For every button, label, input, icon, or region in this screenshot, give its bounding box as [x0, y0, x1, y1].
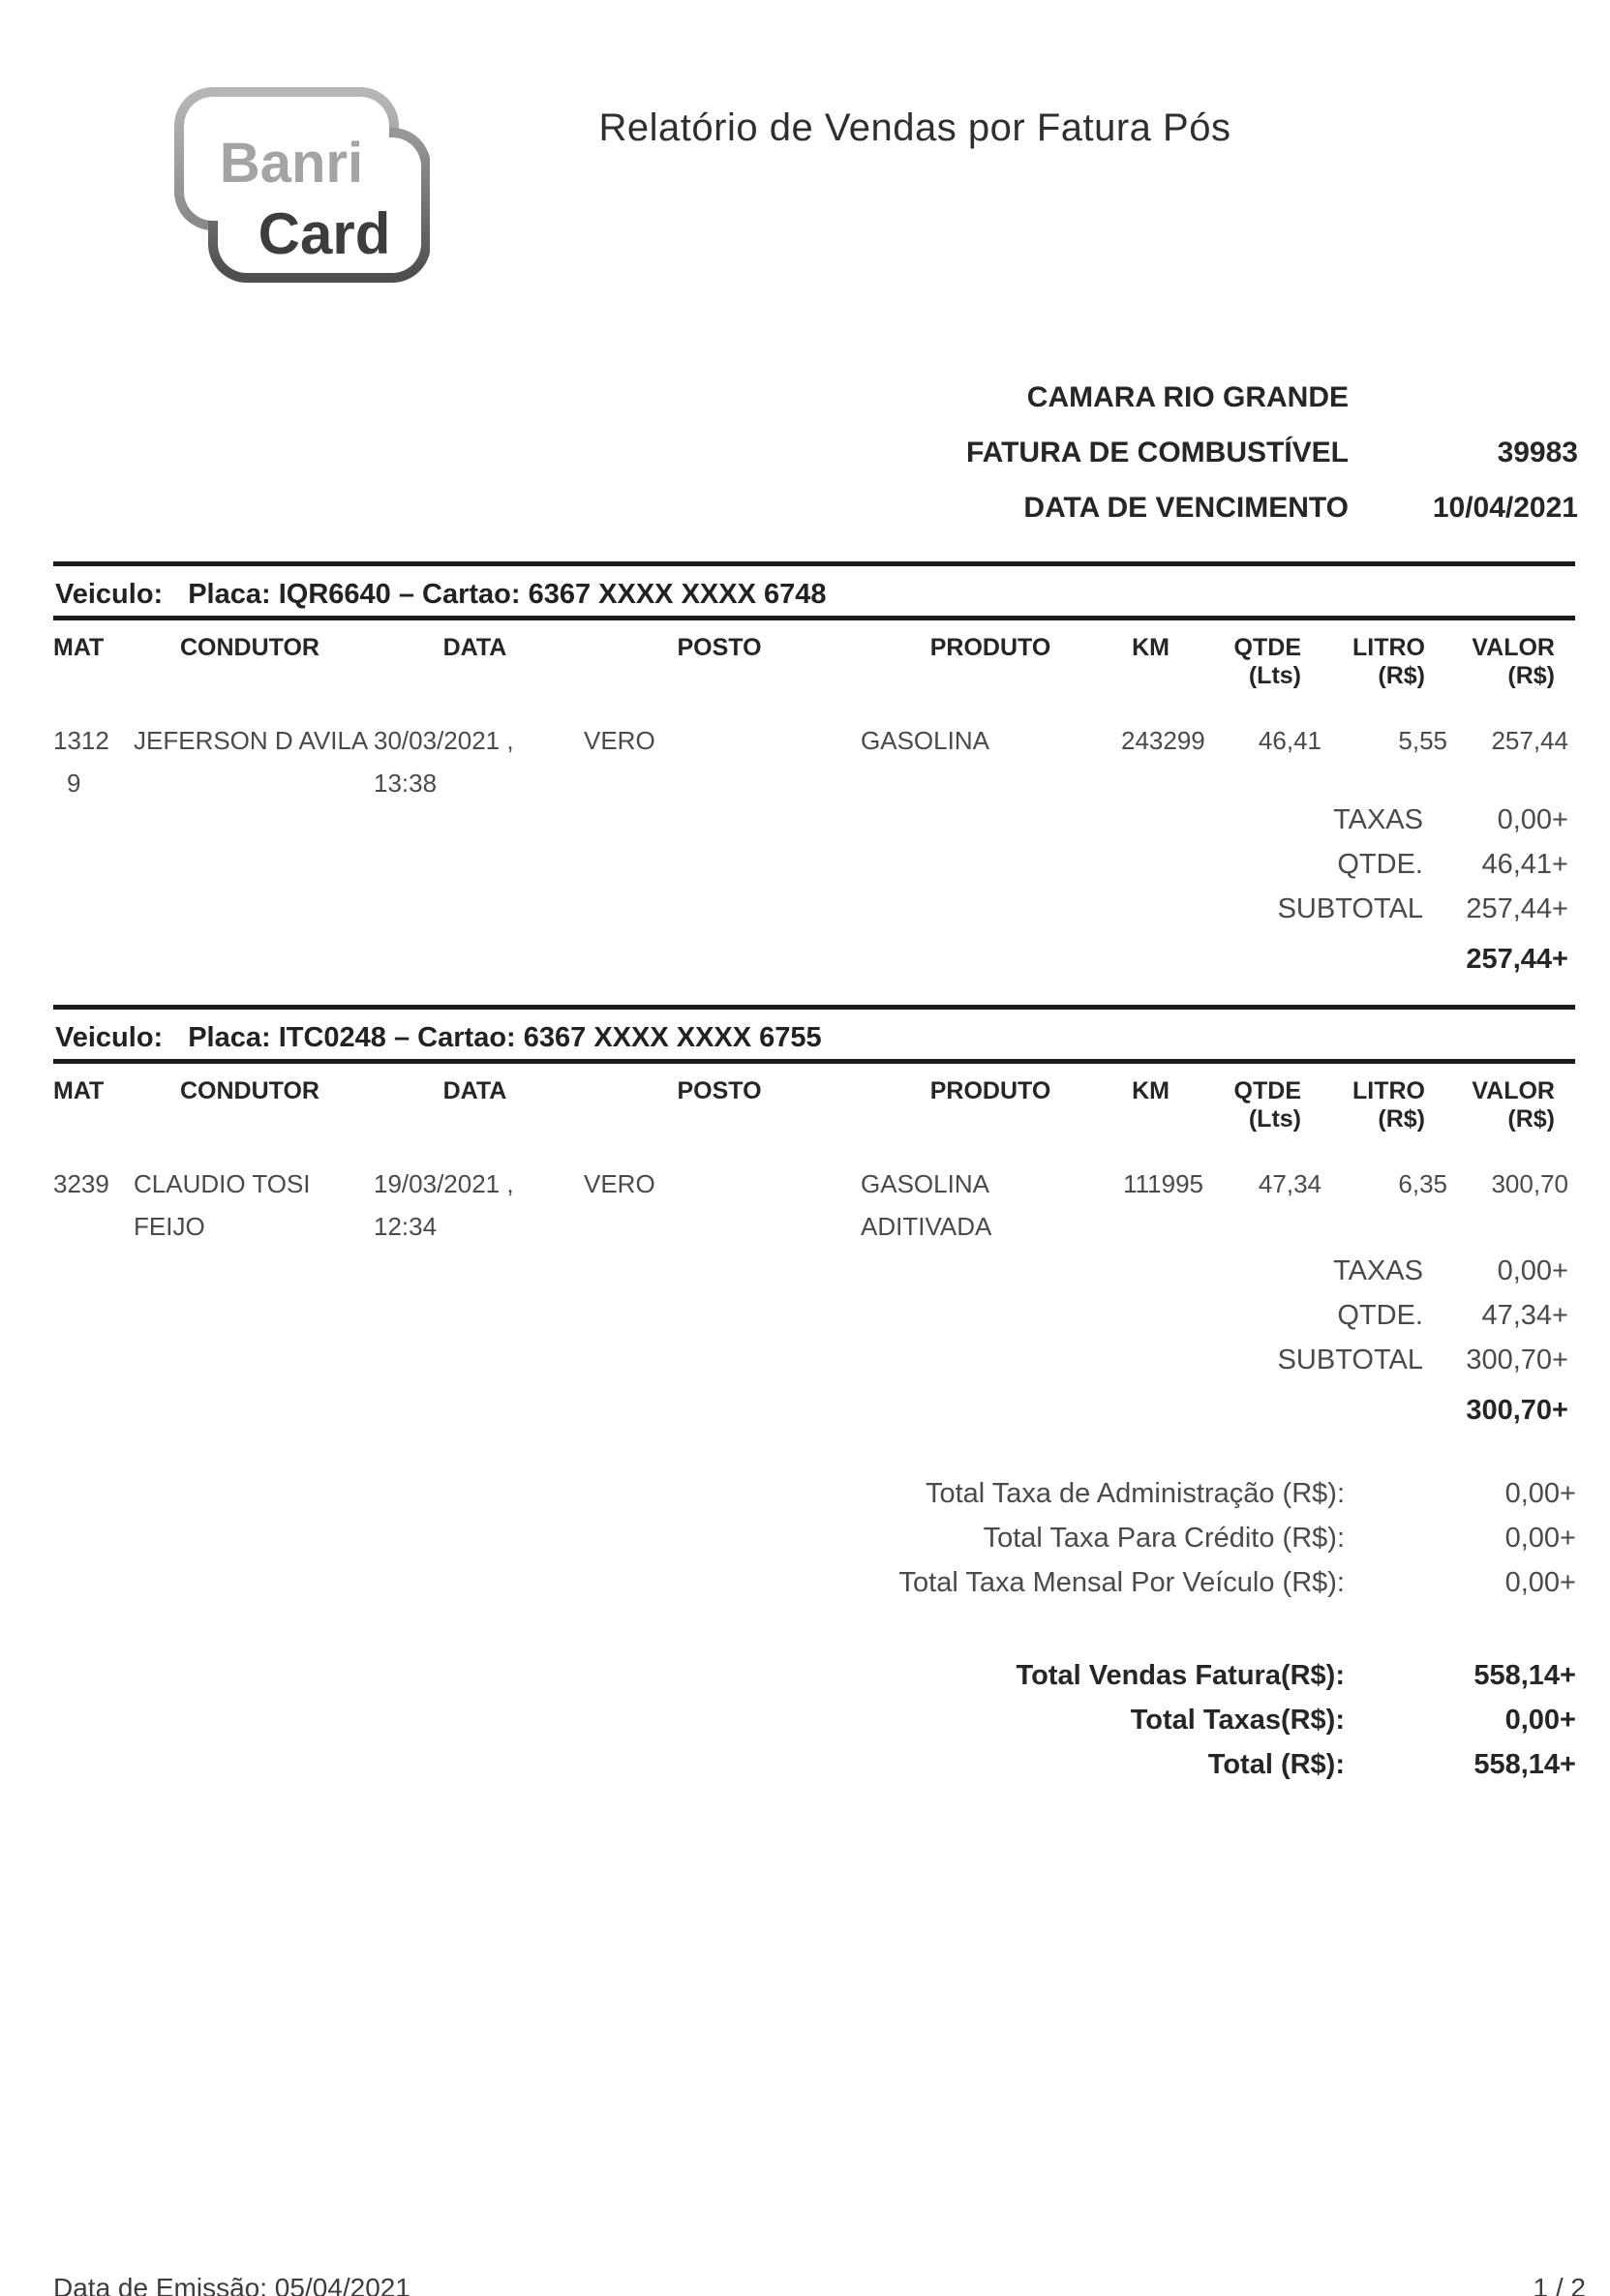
vehicle-label: Veiculo: — [55, 1022, 164, 1053]
col-km: KM — [1132, 1077, 1170, 1104]
taxas-row — [1278, 798, 1568, 842]
vehicle-section-1 — [53, 561, 1575, 804]
total-vendas-value: 558,14+ — [1473, 1660, 1576, 1691]
cell-data: 30/03/2021 , 13:38 — [374, 726, 514, 798]
taxas-row — [1278, 1249, 1568, 1293]
total-row — [899, 1560, 1576, 1605]
col-posto: POSTO — [677, 1077, 762, 1104]
col-mat: MAT — [53, 1077, 105, 1104]
taxas-value: 0,00+ — [1497, 1255, 1568, 1286]
section-rule — [53, 616, 1575, 620]
invoice-header — [842, 370, 1578, 535]
col-data: DATA — [442, 634, 507, 661]
col-produto: PRODUTO — [929, 634, 1051, 661]
total-credito-value: 0,00+ — [1504, 1523, 1576, 1554]
total-geral-value: 558,14+ — [1473, 1749, 1576, 1780]
col-condutor: CONDUTOR — [180, 1077, 319, 1104]
invoice-number: 39983 — [1497, 437, 1578, 468]
page-number: 1 / 2 — [1533, 2273, 1586, 2296]
qtde-row — [1278, 842, 1568, 887]
report-title: Relatório de Vendas por Fatura Pós — [598, 106, 1231, 149]
banricard-logo — [174, 87, 430, 283]
tax-totals — [899, 1471, 1576, 1605]
vehicle-info: Placa: ITC0248 – Cartao: 6367 XXXX XXXX 6755 — [188, 1022, 822, 1053]
table-row — [53, 1163, 1575, 1248]
total-row — [1017, 1742, 1576, 1787]
cell-km: 243299 — [1121, 726, 1205, 755]
total-mensal-value: 0,00+ — [1504, 1567, 1576, 1598]
table-subheader-row — [53, 1104, 1575, 1133]
table-header-row — [53, 634, 1575, 661]
total-mensal-label: Total Taxa Mensal Por Veículo (R$): — [898, 1567, 1345, 1598]
qtde-value: 46,41+ — [1481, 849, 1568, 880]
invoice-label: FATURA DE COMBUSTÍVEL — [966, 437, 1349, 468]
page-footer — [53, 2273, 1586, 2296]
total-geral-label: Total (R$): — [1207, 1749, 1345, 1780]
banricard-logo-graphic — [174, 87, 430, 283]
vehicle-section-2 — [53, 1005, 1575, 1248]
section-total-value: 300,70+ — [1466, 1395, 1568, 1426]
subtotal-value: 257,44+ — [1466, 893, 1568, 924]
subtotal-row — [1278, 1338, 1568, 1382]
subtotal-label: SUBTOTAL — [1277, 893, 1423, 924]
table-header-row — [53, 1077, 1575, 1104]
cell-valor: 257,44 — [1491, 726, 1568, 755]
taxas-label: TAXAS — [1333, 1255, 1423, 1286]
cell-qtde: 47,34 — [1258, 1169, 1321, 1198]
total-admin-label: Total Taxa de Administração (R$): — [925, 1478, 1345, 1509]
col-litro: LITRO — [1352, 1077, 1425, 1104]
due-date-row — [842, 480, 1578, 535]
cell-litro: 5,55 — [1398, 726, 1447, 755]
section-rule — [53, 1005, 1575, 1010]
grand-totals — [1017, 1653, 1576, 1787]
cell-mat: 1312 9 — [53, 726, 109, 798]
section-rule — [53, 561, 1575, 566]
col-produto: PRODUTO — [929, 1077, 1051, 1104]
col-data: DATA — [442, 1077, 507, 1104]
section-rule — [53, 1059, 1575, 1064]
col-litro-unit: (R$) — [1378, 662, 1425, 689]
total-taxas-value: 0,00+ — [1504, 1705, 1576, 1736]
col-posto: POSTO — [677, 634, 762, 661]
due-date-value: 10/04/2021 — [1432, 492, 1578, 524]
subtotal-value: 300,70+ — [1466, 1344, 1568, 1375]
col-mat: MAT — [53, 634, 105, 661]
col-valor: VALOR — [1472, 634, 1555, 661]
total-taxas-label: Total Taxas(R$): — [1130, 1705, 1345, 1736]
col-km: KM — [1132, 634, 1170, 661]
due-date-label: DATA DE VENCIMENTO — [1023, 492, 1349, 524]
logo-text-banri: Banri — [219, 132, 364, 195]
col-valor: VALOR — [1472, 1077, 1555, 1104]
col-qtde: QTDE — [1233, 1077, 1301, 1104]
client-row — [842, 370, 1578, 425]
col-valor-unit: (R$) — [1507, 1105, 1555, 1133]
section-total-row — [1278, 937, 1568, 982]
taxas-label: TAXAS — [1333, 804, 1423, 835]
client-name: CAMARA RIO GRANDE — [1026, 381, 1349, 413]
vehicle-info: Placa: IQR6640 – Cartao: 6367 XXXX XXXX 6748 — [188, 579, 827, 610]
cell-produto: GASOLINA — [861, 726, 989, 755]
col-litro-unit: (R$) — [1378, 1105, 1425, 1133]
cell-data: 19/03/2021 , 12:34 — [374, 1169, 514, 1241]
total-credito-label: Total Taxa Para Crédito (R$): — [983, 1523, 1345, 1554]
col-qtde: QTDE — [1233, 634, 1301, 661]
total-row — [899, 1516, 1576, 1560]
table-subheader-row — [53, 661, 1575, 690]
subtotal-label: SUBTOTAL — [1277, 1344, 1423, 1375]
logo-text-card: Card — [258, 201, 391, 266]
vehicle-title — [55, 1022, 1575, 1053]
cell-condutor: CLAUDIO TOSI FEIJO — [134, 1169, 311, 1241]
vehicle-label: Veiculo: — [55, 579, 164, 610]
taxas-value: 0,00+ — [1497, 804, 1568, 835]
total-row — [1017, 1698, 1576, 1742]
section-total-value: 257,44+ — [1466, 944, 1568, 975]
cell-mat: 3239 — [53, 1169, 109, 1198]
qtde-label: QTDE. — [1337, 849, 1423, 880]
total-row — [1017, 1653, 1576, 1698]
col-condutor: CONDUTOR — [180, 634, 319, 661]
total-admin-value: 0,00+ — [1504, 1478, 1576, 1509]
total-vendas-label: Total Vendas Fatura(R$): — [1016, 1660, 1345, 1691]
cell-qtde: 46,41 — [1258, 726, 1321, 755]
table-row — [53, 719, 1575, 804]
cell-posto: VERO — [584, 1169, 655, 1198]
total-row — [899, 1471, 1576, 1516]
emission-date: Data de Emissão: 05/04/2021 — [53, 2273, 410, 2296]
col-qtde-unit: (Lts) — [1248, 1105, 1301, 1133]
invoice-number-row — [842, 425, 1578, 480]
cell-valor: 300,70 — [1491, 1169, 1568, 1198]
col-qtde-unit: (Lts) — [1248, 662, 1301, 689]
col-valor-unit: (R$) — [1507, 662, 1555, 689]
cell-litro: 6,35 — [1398, 1169, 1447, 1198]
qtde-label: QTDE. — [1337, 1300, 1423, 1331]
subtotal-row — [1278, 887, 1568, 931]
vehicle-summary-2 — [1278, 1249, 1568, 1433]
col-litro: LITRO — [1352, 634, 1425, 661]
cell-condutor: JEFERSON D AVILA — [134, 726, 369, 755]
vehicle-title — [55, 579, 1575, 610]
vehicle-summary-1 — [1278, 798, 1568, 982]
section-total-row — [1278, 1388, 1568, 1433]
cell-produto: GASOLINA ADITIVADA — [861, 1169, 992, 1241]
cell-posto: VERO — [584, 726, 655, 755]
cell-km: 111995 — [1123, 1169, 1203, 1198]
qtde-value: 47,34+ — [1481, 1300, 1568, 1331]
qtde-row — [1278, 1293, 1568, 1338]
